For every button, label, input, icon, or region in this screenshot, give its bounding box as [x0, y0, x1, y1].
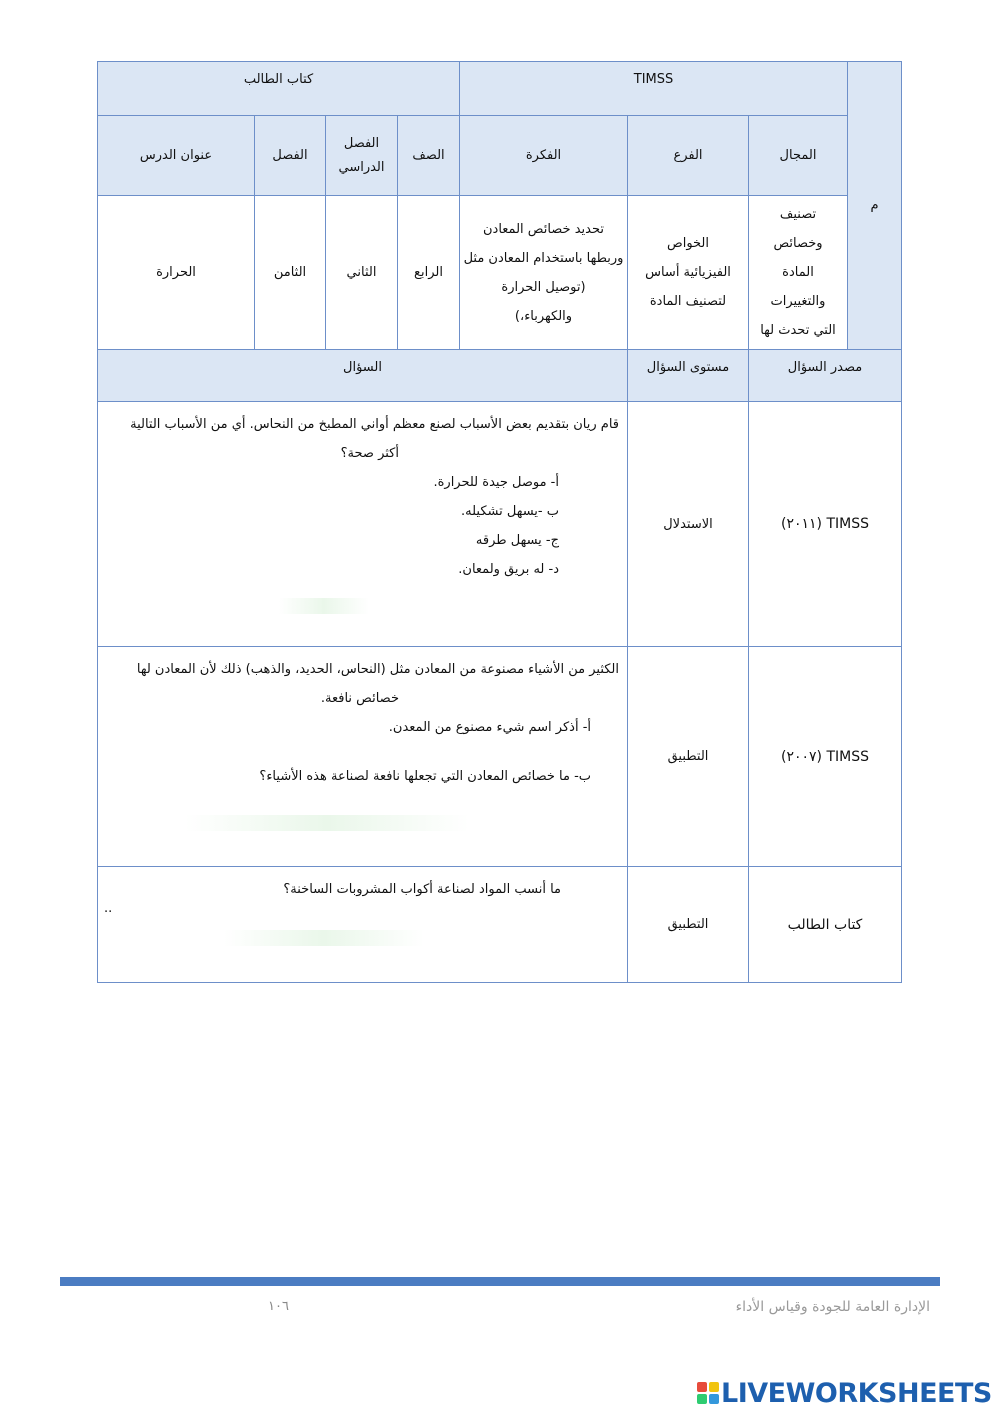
col-grade — [398, 116, 460, 196]
branch-cell — [628, 196, 749, 350]
question-text-cell — [98, 647, 628, 867]
question-text-line: الكثير من الأشياء مصنوعة من المعادن مثل (النحاس، الحديد، والذهب) ذلك لأن المعادن لها — [136, 662, 619, 677]
question-row — [98, 402, 902, 647]
source-header-cell — [749, 350, 902, 402]
answer-option[interactable]: أ- موصل جيدة للحرارة. — [433, 475, 559, 490]
chapter-cell — [255, 196, 326, 350]
source-header: مصدر السؤال — [787, 360, 863, 375]
question-text-line: قام ريان بتقديم بعض الأسباب لصنع معظم أواني المطبخ من النحاس. أي من الأسباب التالية — [130, 417, 619, 432]
answer-field[interactable] — [224, 930, 424, 946]
question-source: TIMSS (٢٠١١) — [780, 516, 869, 532]
field-line: وخصائص — [773, 236, 823, 251]
question-header-cell — [98, 350, 628, 402]
question-header-row — [98, 350, 902, 402]
col-idea — [460, 116, 628, 196]
idea-line: (توصيل الحرارة — [501, 279, 586, 295]
question-level: التطبيق — [667, 749, 709, 764]
idea-line: تحديد خصائص المعادن — [482, 221, 604, 237]
liveworksheets-logo-text: LIVEWORKSHEETS — [721, 1377, 992, 1409]
curriculum-table — [97, 61, 902, 983]
logo-square — [709, 1382, 719, 1392]
col-field-label: المجال — [779, 148, 817, 163]
footer-bar — [60, 1277, 940, 1286]
logo-square — [709, 1394, 719, 1404]
question-level: التطبيق — [667, 917, 709, 932]
question-source-cell — [749, 867, 902, 983]
answer-option[interactable]: ب -يسهل تشكيله. — [461, 504, 559, 519]
branch-line: لتصنيف المادة — [649, 294, 727, 309]
curriculum-row — [98, 196, 902, 350]
header-row-columns — [98, 116, 902, 196]
answer-field[interactable] — [279, 598, 369, 614]
num-header: م — [870, 198, 879, 213]
question-text-cell — [98, 867, 628, 983]
student-book-header-cell — [98, 62, 460, 116]
question-source-cell — [749, 647, 902, 867]
field-line: تصنيف — [779, 207, 817, 222]
logo-square — [697, 1382, 707, 1392]
chapter-value: الثامن — [273, 265, 307, 280]
answer-option: ب- ما خصائص المعادن التي تجعلها نافعة لصناعة هذه الأشياء؟ — [259, 769, 591, 784]
semester-cell — [326, 196, 398, 350]
footer-title: الإدارة العامة للجودة وقياس الأداء — [735, 1299, 930, 1315]
answer-option[interactable]: د- له بريق ولمعان. — [458, 562, 559, 577]
col-field — [749, 116, 848, 196]
col-semester — [326, 116, 398, 196]
question-level-cell — [628, 402, 749, 647]
question-level-cell — [628, 867, 749, 983]
answer-option[interactable]: ج- يسهل طرقه — [475, 533, 559, 548]
question-row — [98, 867, 902, 983]
header-row-top — [98, 62, 902, 116]
question-level-cell — [628, 647, 749, 867]
student-book-header: كتاب الطالب — [243, 72, 314, 87]
num-header-cell — [848, 62, 902, 350]
question-text-line: خصائص نافعة. — [320, 691, 399, 706]
col-lesson — [98, 116, 255, 196]
idea-line: والكهرباء،) — [514, 308, 573, 324]
grade-value: الرابع — [414, 265, 443, 280]
col-semester-label-1: الفصل — [343, 135, 380, 151]
field-line: والتغييرات — [770, 294, 826, 309]
idea-cell — [460, 196, 628, 350]
answer-field[interactable] — [185, 815, 469, 831]
semester-value: الثاني — [346, 265, 377, 280]
grade-cell — [398, 196, 460, 350]
branch-line: الفيزيائية أساس — [645, 265, 731, 280]
answer-option: أ- أذكر اسم شيء مصنوع من المعدن. — [388, 720, 591, 735]
question-trailing: .. — [104, 901, 113, 916]
liveworksheets-logo[interactable] — [697, 1378, 992, 1408]
question-row — [98, 647, 902, 867]
timss-header: TIMSS — [633, 72, 674, 87]
question-text-cell — [98, 402, 628, 647]
field-line: التي تحدث لها — [760, 323, 836, 338]
logo-square — [697, 1394, 707, 1404]
level-header-cell — [628, 350, 749, 402]
col-branch — [628, 116, 749, 196]
branch-line: الخواص — [666, 236, 709, 251]
page-number: ١٠٦ — [268, 1299, 289, 1314]
level-header: مستوى السؤال — [646, 360, 730, 375]
idea-line: وربطها باستخدام المعادن مثل — [463, 250, 624, 266]
col-grade-label: الصف — [412, 148, 445, 163]
question-text-line: ما أنسب المواد لصناعة أكواب المشروبات الساخنة؟ — [283, 882, 561, 897]
lesson-cell — [98, 196, 255, 350]
question-text-line: أكثر صحة؟ — [340, 446, 399, 461]
timss-header-cell — [460, 62, 848, 116]
field-line: المادة — [782, 265, 814, 280]
question-source: TIMSS (٢٠٠٧) — [780, 748, 869, 765]
question-source: كتاب الطالب — [787, 916, 863, 933]
field-cell — [749, 196, 848, 350]
col-semester-label-2: الدراسي — [338, 159, 385, 175]
liveworksheets-logo-icon — [697, 1382, 719, 1404]
col-lesson-label: عنوان الدرس — [139, 148, 213, 163]
col-chapter — [255, 116, 326, 196]
question-source-cell — [749, 402, 902, 647]
col-branch-label: الفرع — [673, 148, 703, 163]
col-idea-label: الفكرة — [525, 148, 562, 163]
question-header: السؤال — [343, 360, 382, 375]
question-level: الاستدلال — [663, 516, 713, 532]
lesson-value: الحرارة — [156, 265, 196, 280]
col-chapter-label: الفصل — [272, 148, 308, 163]
